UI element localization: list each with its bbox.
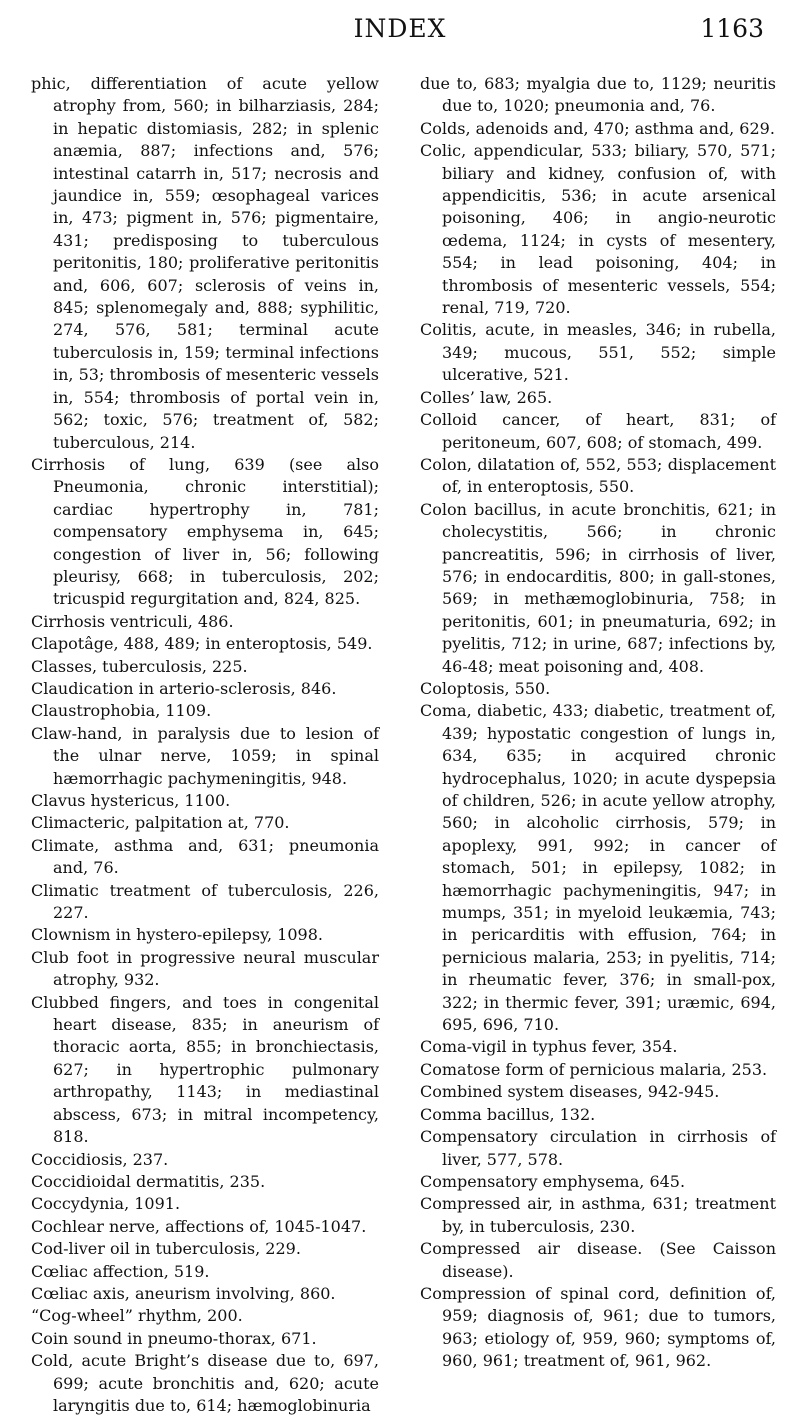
index-entry: Combined system diseases, 942-945.	[420, 1082, 720, 1102]
index-entry: Clavus hystericus, 1100.	[31, 791, 231, 810]
page-number: 1163	[700, 14, 764, 43]
index-entry: Clapotâge, 488, 489; in enteroptosis, 549.	[31, 634, 373, 654]
index-entry: Cirrhosis ventriculi, 486.	[31, 611, 234, 631]
index-entry: Colitis, acute, in measles, 346; in rubella, 349; mucous, 551, 552; simple ulcerative, 521.	[420, 320, 776, 385]
index-entry: Compressed air, in asthma, 631; treatment by, in tuberculosis, 230.	[420, 1194, 776, 1236]
running-title: INDEX	[353, 14, 447, 43]
index-entry: Coin sound in pneumo-thorax, 671.	[31, 1328, 317, 1348]
index-entry: Cœliac affection, 519.	[31, 1261, 210, 1281]
page-header	[0, 12, 800, 52]
index-entry: Classes, tuberculosis, 225.	[31, 656, 248, 676]
index-entry: Comma bacillus, 132.	[420, 1104, 596, 1124]
index-entry: “Cog-wheel” rhythm, 200.	[31, 1306, 243, 1326]
index-entry: Climatic treatment of tuberculosis, 226, 227.	[31, 880, 379, 923]
index-entry: Cod-liver oil in tuberculosis, 229.	[31, 1239, 301, 1259]
index-entry: Compression of spinal cord, definition of, 959; diagnosis of, 961; due to tumors, 963; etiology of, 959, 960; symptoms of, 960, 961; treatment of, 961, 962.	[420, 1283, 776, 1371]
index-entry: phic, differentiation of acute yellow atrophy from, 560; in bilharziasis, 284; in hepatic distomiasis, 282; in splenic anæmia, 887; infections and, 576; intestinal catarrh in, 517; necrosis and jaundice in, 559; œsophageal varices in, 473; pigment in, 576; pigmentaire, 431; predisposing to tuberculous peritonitis, 180; proliferative peritonitis and, 606, 607; sclerosis of veins in, 845; splenomegaly and, 888; syphilitic, 274, 576, 581; terminal acute tuberculosis in, 159; terminal infections in, 53; thrombosis of mesenteric vessels in, 554; thrombosis of portal vein in, 562; toxic, 576; treatment of, 582; tuberculous, 214.	[31, 74, 379, 452]
index-entry: Cœliac axis, aneurism involving, 860.	[31, 1283, 336, 1303]
index-entry: Coma, diabetic, 433; diabetic, treatment of, 439; hypostatic congestion of lungs in, 634, 635; in acquired chronic hydrocephalus, 1020; in acute dyspepsia of children, 526; in acute yellow atrophy, 560; in alcoholic cirrhosis, 579; in apoplexy, 991, 992; in cancer of stomach, 501; in epilepsy, 1082; in hæmorrhagic pachymeningitis, 947; in mumps, 351; in myeloid leukæmia, 743; in pericarditis with effusion, 764; in pernicious malaria, 253; in pyelitis, 714; in rheumatic fever, 376; in small-pox, 322; in thermic fever, 391; uræmic, 694, 695, 696, 710.	[420, 701, 776, 1035]
index-entry: Compensatory circulation in cirrhosis of liver, 577, 578.	[420, 1127, 776, 1169]
index-column-right	[420, 73, 776, 1373]
index-entry: Colles’ law, 265.	[420, 387, 553, 407]
index-entry: Colic, appendicular, 533; biliary, 570, 571; biliary and kidney, confusion of, with appendicitis, 536; in acute arsenical poisoning, 406; in angio-neurotic œdema, 1124; in cysts of mesentery, 554; in lead poisoning, 404; in thrombosis of mesenteric vessels, 554; renal, 719, 720.	[420, 141, 776, 318]
index-entry: Claw-hand, in paralysis due to lesion of the ulnar nerve, 1059; in spinal hæmorrhagic pachymeningitis, 948.	[31, 723, 379, 788]
index-entry: Compensatory emphysema, 645.	[420, 1171, 686, 1191]
index-entry: Colon, dilatation of, 552, 553; displacement of, in enteroptosis, 550.	[420, 454, 776, 497]
index-entry: Climate, asthma and, 631; pneumonia and, 76.	[31, 835, 379, 878]
index-entry: Coccydynia, 1091.	[31, 1194, 181, 1214]
index-entry: Coccidiosis, 237.	[31, 1149, 169, 1169]
index-entry: Claustrophobia, 1109.	[31, 701, 212, 721]
index-entry: Compressed air disease. (See Caisson disease).	[420, 1239, 776, 1281]
index-entry: Coma-vigil in typhus fever, 354.	[420, 1037, 678, 1057]
index-entry: Climacteric, palpitation at, 770.	[31, 813, 290, 833]
index-entry: Club foot in progressive neural muscular atrophy, 932.	[31, 947, 379, 990]
index-entry: Colloid cancer, of heart, 831; of peritoneum, 607, 608; of stomach, 499.	[420, 410, 776, 452]
index-column-left	[31, 73, 379, 1417]
index-entry: Clownism in hystero-epilepsy, 1098.	[31, 925, 323, 945]
index-entry: Claudication in arterio-sclerosis, 846.	[31, 678, 337, 698]
index-entry: Clubbed fingers, and toes in congenital heart disease, 835; in aneurism of thoracic aorta, 855; in bronchiectasis, 627; in hypertrophic pulmonary arthropathy, 1143; in mediastinal abscess, 673; in mitral incompetency, 818.	[31, 992, 379, 1147]
index-entry: Colon bacillus, in acute bronchitis, 621; in cholecystitis, 566; in chronic pancreatitis, 596; in cirrhosis of liver, 576; in endocarditis, 800; in gall-stones, 569; in methæmoglobinuria, 758; in peritonitis, 601; in pneumaturia, 692; in pyelitis, 712; in urine, 687; infections by, 46-48; meat poisoning and, 408.	[420, 499, 776, 676]
index-entry: due to, 683; myalgia due to, 1129; neuritis due to, 1020; pneumonia and, 76.	[420, 74, 776, 116]
index-entry: Comatose form of pernicious malaria, 253.	[420, 1059, 768, 1079]
index-entry: Coccidioidal dermatitis, 235.	[31, 1171, 266, 1191]
index-entry: Colds, adenoids and, 470; asthma and, 629.	[420, 118, 775, 138]
index-entry: Cirrhosis of lung, 639 (see also Pneumonia, chronic interstitial); cardiac hypertrophy in, 781; compensatory emphysema in, 645; congestion of liver in, 56; following pleurisy, 668; in tuberculosis, 202; tricuspid regurgitation and, 824, 825.	[31, 454, 379, 609]
index-entry: Cold, acute Bright’s disease due to, 697, 699; acute bronchitis and, 620; acute laryngitis due to, 614; hæmoglobinuria	[31, 1351, 379, 1415]
index-entry: Cochlear nerve, affections of, 1045-1047.	[31, 1216, 367, 1236]
index-entry: Coloptosis, 550.	[420, 678, 551, 698]
